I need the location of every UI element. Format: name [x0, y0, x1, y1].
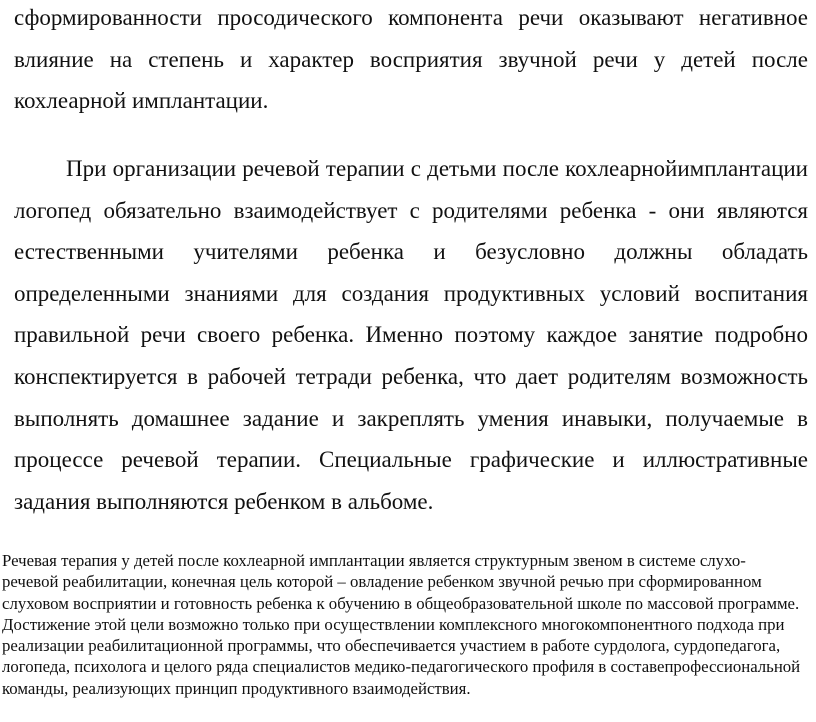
- paragraph-speech-therapy-parents: При организации речевой терапии с детьми после кохлеарнойимплантации логопед обязательно взаимодействует с родителями ребенка - они являются естественными учителями ребенка и безусловно должны обладать определенными знаниями для создания продуктивных условий воспитания правильной речи своего ребенка. Именно поэтому каждое занятие подробно конспектируется в рабочей тетради ребенка, что дает родителям возможность выполнять домашнее задание и закреплять умения инавыки, получаемые в процессе речевой терапии. Специальные графические и иллюстративные задания выполняются ребенком в альбоме.: [14, 156, 808, 514]
- paragraph-rehabilitation-summary: Речевая терапия у детей после кохлеарной имплантации является структурным звеном в системе слухо-речевой реабилитации, конечная цель которой – овладение ребенком звучной речью при сформированном слуховом восприятии и готовность ребенка к обучению в общеобразовательной школе по массовой программе. Достижение этой цели возможно только при осуществлении комплексного многокомпонентного подхода при реализации реабилитационной программы, что обеспечивается участием в работе сурдолога, сурдопедагога, логопеда, психолога и целого ряда специалистов медико-педагогического профиля в составепрофессиональной команды, реализующих принцип продуктивного взаимодействия.: [2, 551, 801, 698]
- summary-text-block: [2, 550, 802, 699]
- paragraph-prosody-continuation: сформированности просодического компонента речи оказывают негативное влияние на степень и характер восприятия звучной речи у детей после кохлеарной имплантации.: [14, 5, 808, 114]
